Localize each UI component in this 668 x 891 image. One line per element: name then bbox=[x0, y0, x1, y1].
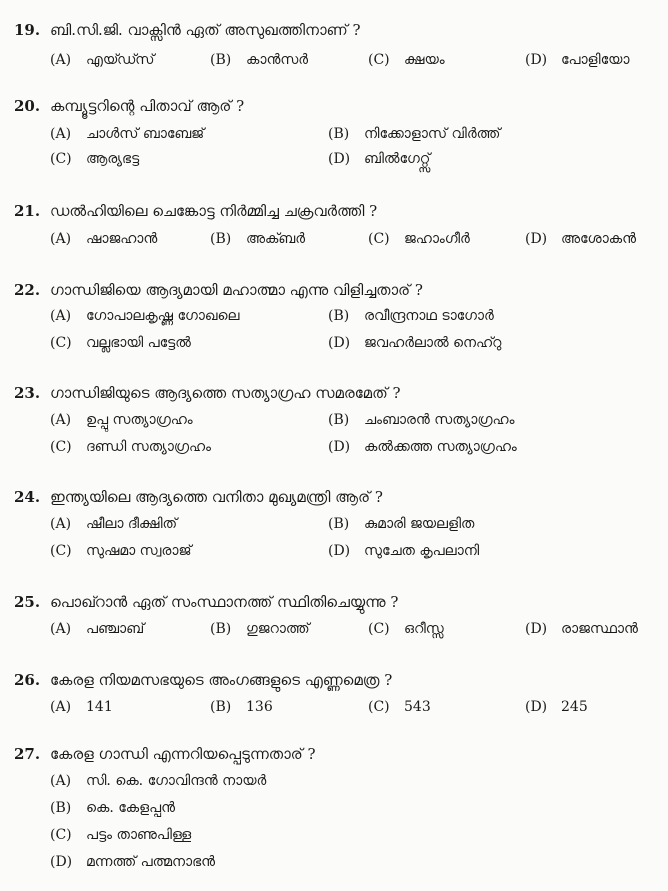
question-text: ഗാന്ധിജിയുടെ ആദ്യത്തെ സത്യാഗ്രഹ സമരമേത് ? bbox=[50, 384, 401, 402]
option-b: (B) രവീന്ദ്രനാഥ ടാഗോർ bbox=[328, 308, 494, 324]
question-number: 27. bbox=[14, 745, 41, 763]
option-c: (C) ജഹാംഗീർ bbox=[368, 231, 470, 247]
option-a: (A) ഷീലാ ദീക്ഷിത് bbox=[50, 516, 178, 532]
option-a: (A) ഷാജഹാൻ bbox=[50, 231, 158, 247]
option-d: (D) സുചേത കൃപലാനി bbox=[328, 543, 480, 559]
option-c: (C) ആര്യഭട്ട bbox=[50, 151, 140, 167]
option-c: (C) 543 bbox=[368, 699, 431, 715]
option-b: (B) 136 bbox=[210, 699, 273, 715]
option-b: (B) ചംബാരൻ സത്യാഗ്രഹം bbox=[328, 412, 515, 428]
option-d: (D) ജവഹർലാൽ നെഹ്റു bbox=[328, 335, 502, 351]
option-b: (B) കെ. കേളപ്പൻ bbox=[50, 800, 175, 816]
question-text: ഗാന്ധിജിയെ ആദ്യമായി മഹാത്മാ എന്നു വിളിച്ചതാര് ? bbox=[50, 281, 423, 299]
option-b: (B) അക്ബർ bbox=[210, 231, 306, 247]
question-text: ബി.സി.ജി. വാക്സിൻ ഏത് അസുഖത്തിനാണ് ? bbox=[50, 21, 361, 39]
option-d: (D) അശോകൻ bbox=[525, 231, 637, 247]
option-c: (C) ഒറീസ്സ bbox=[368, 621, 444, 637]
option-c: (C) സുഷമാ സ്വരാജ് bbox=[50, 543, 192, 559]
question-text: കമ്പ്യൂട്ടറിന്റെ പിതാവ് ആര് ? bbox=[50, 97, 245, 115]
question-text: പൊഖ്റാൻ ഏത് സംസ്ഥാനത്ത് സ്ഥിതിചെയ്യുന്നു ? bbox=[50, 593, 399, 611]
question-number: 22. bbox=[14, 281, 41, 299]
question-number: 25. bbox=[14, 593, 41, 611]
option-a: (A) സി. കെ. ഗോവിന്ദൻ നായർ bbox=[50, 773, 267, 789]
option-b: (B) ഗുജറാത്ത് bbox=[210, 621, 310, 637]
option-b: (B) നിക്കോളാസ് വിർത്ത് bbox=[328, 126, 501, 142]
option-c: (C) പട്ടം താണുപിള്ള bbox=[50, 827, 192, 843]
option-c: (C) വല്ലഭായി പട്ടേൽ bbox=[50, 335, 191, 351]
option-b: (B) കാൻസർ bbox=[210, 52, 309, 68]
question-number: 26. bbox=[14, 671, 41, 689]
question-text: ഇന്ത്യയിലെ ആദ്യത്തെ വനിതാ മുഖ്യമന്ത്രി ആര് ? bbox=[50, 488, 383, 506]
option-a: (A) എയ്ഡ്സ് bbox=[50, 52, 155, 68]
option-c: (C) ദണ്ഡി സത്യാഗ്രഹം bbox=[50, 439, 211, 455]
question-text: കേരള നിയമസഭയുടെ അംഗങ്ങളുടെ എണ്ണമെത്ര ? bbox=[50, 671, 393, 689]
question-number: 19. bbox=[14, 21, 41, 39]
question-text: ഡൽഹിയിലെ ചെങ്കോട്ട നിർമ്മിച്ച ചക്രവർത്തി ? bbox=[50, 202, 378, 220]
option-d: (D) ബിൽഗേറ്റ്സ് bbox=[328, 151, 431, 167]
option-b: (B) കുമാരി ജയലളിത bbox=[328, 516, 475, 532]
option-a: (A) ഗോപാലകൃഷ്ണ ഗോഖലെ bbox=[50, 308, 240, 324]
option-a: (A) ഉപ്പു സത്യാഗ്രഹം bbox=[50, 412, 193, 428]
option-d: (D) രാജസ്ഥാൻ bbox=[525, 621, 638, 637]
question-number: 21. bbox=[14, 202, 41, 220]
question-number: 20. bbox=[14, 97, 41, 115]
option-d: (D) കൽക്കത്ത സത്യാഗ്രഹം bbox=[328, 439, 517, 455]
option-a: (A) ചാൾസ് ബാബേജ് bbox=[50, 126, 205, 142]
option-a: (A) 141 bbox=[50, 699, 113, 715]
question-text: കേരള ഗാന്ധി എന്നറിയപ്പെടുന്നതാര് ? bbox=[50, 745, 316, 763]
question-number: 24. bbox=[14, 488, 41, 506]
option-c: (C) ക്ഷയം bbox=[368, 52, 445, 68]
option-d: (D) പോളിയോ bbox=[525, 52, 630, 68]
option-d: (D) 245 bbox=[525, 699, 588, 715]
option-a: (A) പഞ്ചാബ് bbox=[50, 621, 145, 637]
question-number: 23. bbox=[14, 384, 41, 402]
option-d: (D) മന്നത്ത് പത്മനാഭൻ bbox=[50, 854, 216, 870]
